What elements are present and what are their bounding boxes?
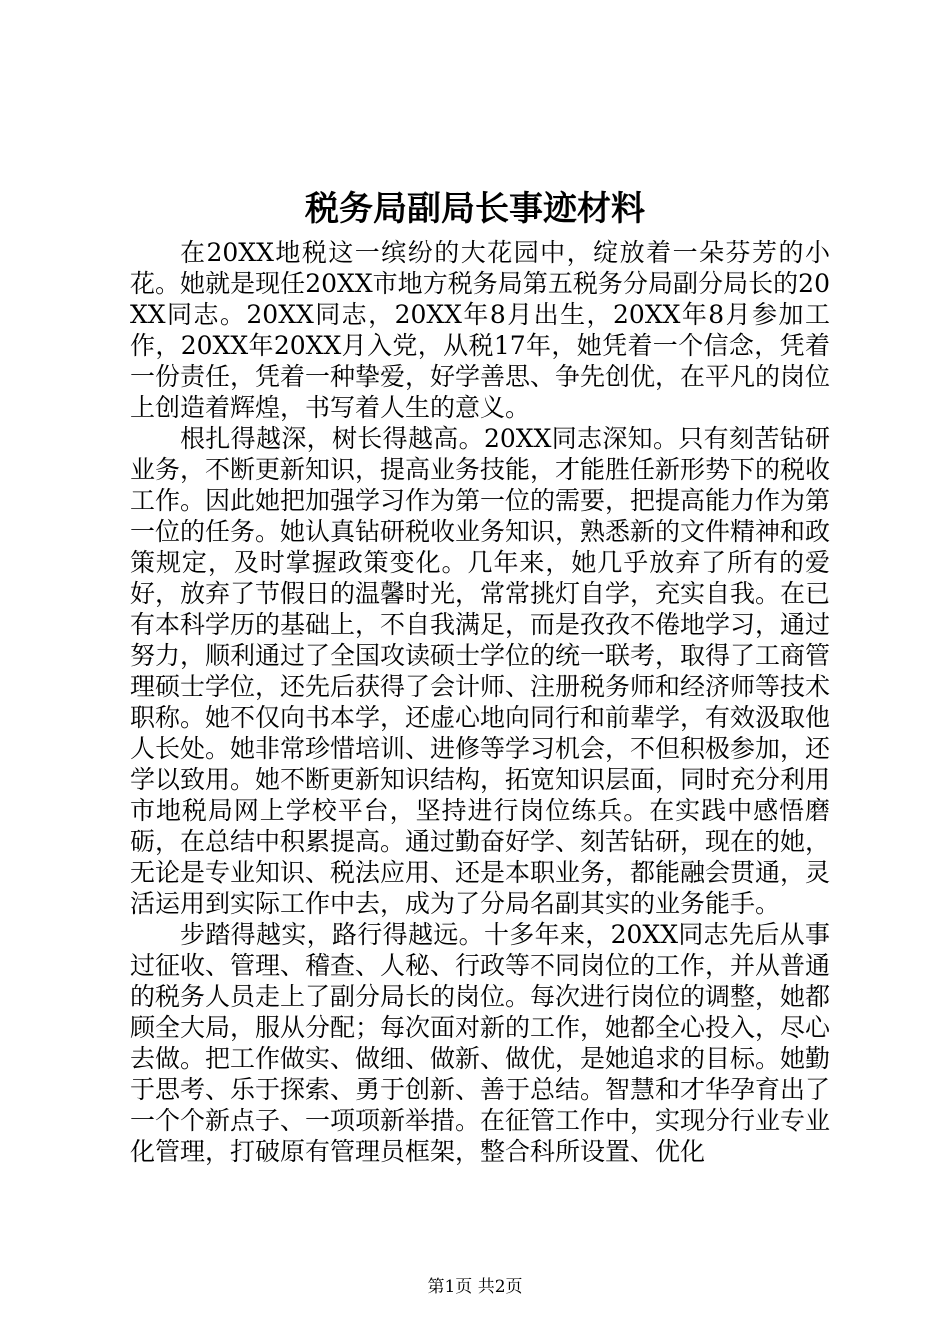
paragraph-2: 根扎得越深，树长得越高。20XX同志深知。只有刻苦钻研业务，不断更新知识，提高业务技能，才能胜任新形势下的税收工作。因此她把加强学习作为第一位的需要，把提高能力作为第一位的任务。她认真钻研税收业务知识，熟悉新的文件精神和政策规定，及时掌握政策变化。几年来，她几乎放弃了所有的爱好，放弃了节假日的温馨时光，常常挑灯自学，充实自我。在已有本科学历的基础上，不自我满足，而是孜孜不倦地学习，通过努力，顺利通过了全国攻读硕士学位的统一联考，取得了工商管理硕士学位，还先后获得了会计师、注册税务师和经济师等技术职称。她不仅向书本学，还虚心地向同行和前辈学，有效汲取他人长处。她非常珍惜培训、进修等学习机会，不但积极参加，还学以致用。她不断更新知识结构，拓宽知识层面，同时充分利用市地税局网上学校平台，坚持进行岗位练兵。在实践中感悟磨砺，在总结中积累提高。通过勤奋好学、刻苦钻研，现在的她，无论是专业知识、税法应用、还是本职业务，都能融会贯通，灵活运用到实际工作中去，成为了分局名副其实的业务能手。 [130, 424, 831, 918]
document-title: 税务局副局长事迹材料 [305, 189, 645, 229]
document-body [130, 237, 830, 1167]
paragraph-1: 在20XX地税这一缤纷的大花园中，绽放着一朵芬芳的小花。她就是现任20XX市地方税务局第五税务分局副分局长的20XX同志。20XX同志，20XX年8月出生，20XX年8月参加工作，20XX年20XX月入党，从税17年，她凭着一个信念，凭着一份责任，凭着一种挚爱，好学善思、争先创优，在平凡的岗位上创造着辉煌，书写着人生的意义。 [130, 238, 831, 422]
page-number-footer: 第1页 共2页 [427, 1277, 523, 1297]
paragraph-3: 步踏得越实，路行得越远。十多年来，20XX同志先后从事过征收、管理、稽查、人秘、行政等不同岗位的工作，并从普通的税务人员走上了副分局长的岗位。每次进行岗位的调整，她都顾全大局，服从分配；每次面对新的工作，她都全心投入，尽心去做。把工作做实、做细、做新、做优，是她追求的目标。她勤于思考、乐于探索、勇于创新、善于总结。智慧和才华孕育出了一个个新点子、一项项新举措。在征管工作中，实现分行业专业化管理，打破原有管理员框架，整合科所设置、优化 [130, 920, 831, 1166]
